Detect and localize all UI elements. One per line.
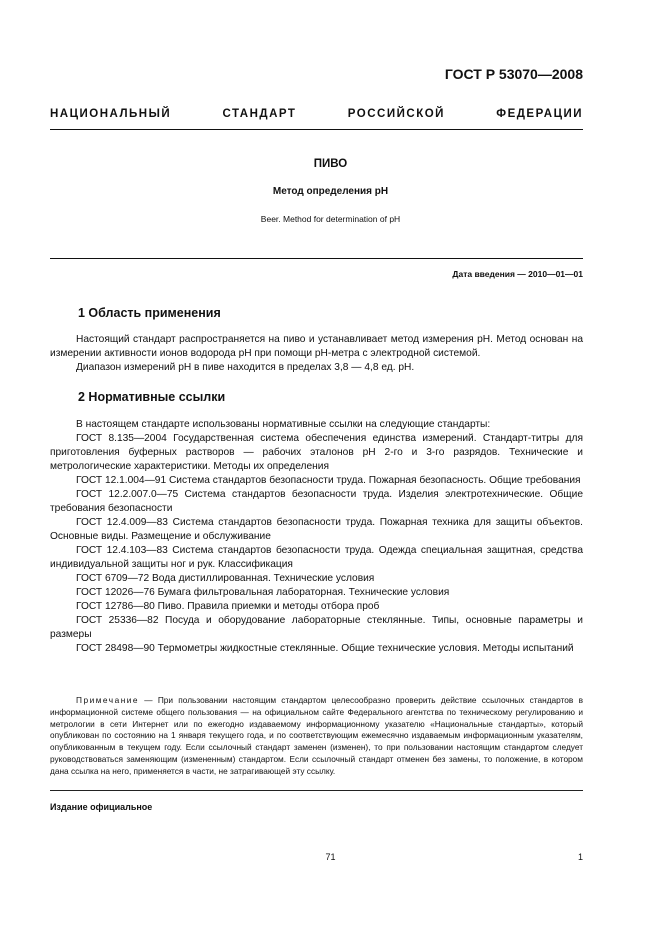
edition-label: Издание официальное: [50, 802, 153, 812]
section-1-body: [50, 333, 583, 375]
standard-word: РОССИЙСКОЙ: [347, 108, 445, 120]
reference-item: ГОСТ 12.1.004—91 Система стандартов безопасности труда. Пожарная безопасность. Общие требования: [76, 475, 581, 486]
header-divider: [50, 129, 583, 130]
footer-divider: [50, 790, 583, 791]
reference-item: ГОСТ 12786—80 Пиво. Правила приемки и методы отбора проб: [76, 601, 380, 612]
section-2-body: [50, 418, 583, 656]
reference-item: ГОСТ 12.2.007.0—75 Система стандартов безопасности труда. Изделия электротехнические. Общие требования безопасности: [50, 489, 583, 514]
product-title: ПИВО: [313, 158, 348, 170]
section-1-heading: 1 Область применения: [78, 306, 221, 320]
standard-word: ФЕДЕРАЦИИ: [496, 108, 583, 120]
note-block: [50, 695, 583, 778]
paragraph: Настоящий стандарт распространяется на пиво и устанавливает метод измерения pH. Метод основан на измерении активности ионов водорода pH при помощи pH-метра с электродной системой.: [50, 334, 583, 359]
section-2-heading: 2 Нормативные ссылки: [78, 390, 226, 404]
paragraph: Диапазон измерений pH в пиве находится в пределах 3,8 — 4,8 ед. pH.: [76, 362, 415, 373]
standard-word: СТАНДАРТ: [222, 108, 297, 120]
note-label: Примечание: [76, 695, 140, 705]
reference-item: ГОСТ 12.4.103—83 Система стандартов безопасности труда. Одежда специальная защитная, средства индивидуальной защиты ног и рук. Классификация: [50, 545, 583, 570]
reference-item: ГОСТ 8.135—2004 Государственная система обеспечения единства измерений. Стандарт-титры для приготовления буферных растворов — рабочих эталонов pH 2-го и 3-го разрядов. Технические и метрологические характеристики. Методы их определения: [50, 433, 583, 472]
title-divider: [50, 258, 583, 259]
method-title: Метод определения pH: [272, 186, 389, 197]
reference-item: ГОСТ 6709—72 Вода дистиллированная. Технические условия: [76, 573, 375, 584]
introduction-date: Дата введения — 2010—01—01: [452, 269, 583, 279]
page-number-center: 71: [325, 852, 336, 862]
standard-title-line: [50, 108, 583, 120]
reference-item: ГОСТ 25336—82 Посуда и оборудование лабораторные стеклянные. Типы, основные параметры и размеры: [50, 615, 583, 640]
paragraph: В настоящем стандарте использованы нормативные ссылки на следующие стандарты:: [76, 419, 491, 430]
english-title: Beer. Method for determination of pH: [260, 214, 401, 224]
reference-item: ГОСТ 12026—76 Бумага фильтровальная лабораторная. Технические условия: [76, 587, 450, 598]
reference-item: ГОСТ 28498—90 Термометры жидкостные стеклянные. Общие технические условия. Методы испытаний: [76, 643, 574, 654]
reference-item: ГОСТ 12.4.009—83 Система стандартов безопасности труда. Пожарная техника для защиты объектов. Основные виды. Размещение и обслуживание: [50, 517, 583, 542]
standard-word: НАЦИОНАЛЬНЫЙ: [50, 108, 172, 120]
note-text: — При пользовании настоящим стандартом целесообразно проверить действие ссылочных стандартов в информационной системе общего пользования — на официальном сайте Федерального агентства по техническому регулированию и метрологии в сети Интернет или по ежегодно издаваемому информационному указателю «Национальные стандарты», который опубликован по состоянию на 1 января текущего года, и по соответствующим ежемесячно издаваемым информационным указателям, опубликованным в текущем году. Если ссылочный стандарт заменен (изменен), то при пользовании настоящим стандартом следует руководствоваться заменяющим (измененным) стандартом. Если ссылочный стандарт отменен без замены, то положение, в котором дана ссылка на него, применяется в части, не затрагивающей эту ссылку.: [50, 695, 583, 776]
document-id: ГОСТ Р 53070—2008: [444, 66, 583, 82]
page-number-right: 1: [577, 852, 583, 862]
